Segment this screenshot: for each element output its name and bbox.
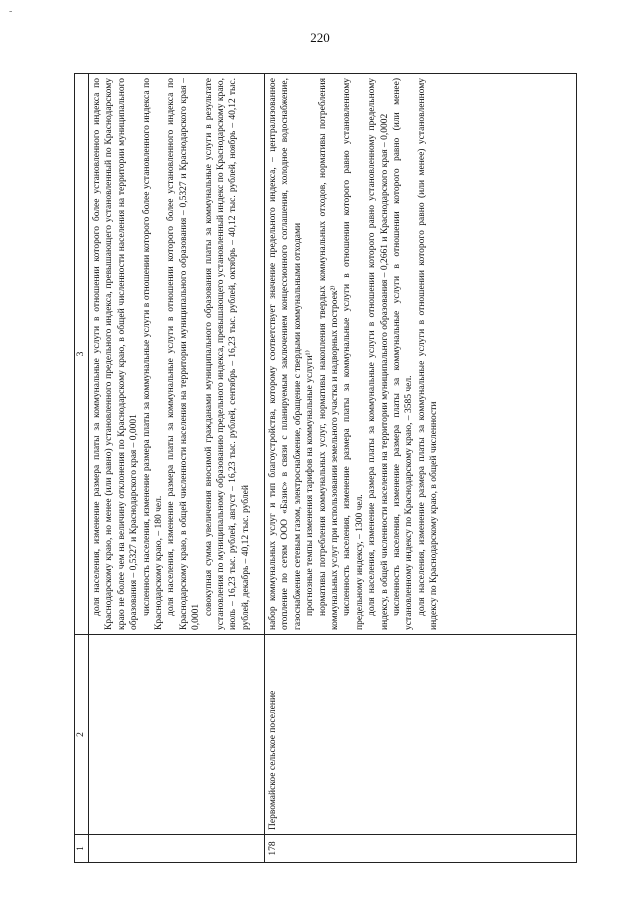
municipality-name: Первомайское сельское поселение [265,635,577,835]
data-table [74,73,577,863]
row-content [89,74,265,635]
paragraph: совокупная сумма увеличения вносимой гражданами муниципального образования платы за коммунальные услуги в результате установления по муниципальному образованию предельного индекса, превышающего установленный индекс по Краснодарскому краю, июль – 16,23 тыс. рублей, август – 16,23 тыс. рублей, сентябрь – 16,23 тыс. рублей, октябрь – 40,12 тыс. рублей, ноябрь – 40,12 тыс. рублей, декабрь – 40,12 тыс. рублей [203,78,251,630]
paragraph: нормативы потребления коммунальных услуг, нормативы накопления твердых коммунальных отходов, нормативы потребления коммунальных услуг при использовании земельного участка и надворных построек²⁾ [317,78,341,630]
paragraph: доля населения, изменение размера платы за коммунальные услуги в отношении которого более установленного индекса по Краснодарскому краю, но менее (или равно) установленного предельного индекса, превышающего установленный по Краснодарскому краю не более чем на величину отклонения по Краснодарскому краю, в общей численности населения на территории муниципального образования – 0,5327 и Краснодарского края – 0,0001 [92,78,140,630]
row-content [265,74,577,635]
paragraph: набор коммунальных услуг и тип благоустройства, которому соответствует значение предельного индекса, – централизованное отопление по сетям ООО «Базис» в связи с планируемым заключением концессионного соглашения, холодное водоснабжение, газоснабжение сетевым газом, электроснабжение, обращение с твердыми коммунальными отходами [268,78,303,630]
table-header-row [75,74,89,863]
paragraph: численность населения, изменение размера платы за коммунальные услуги в отношении которого более установленного индекса по Краснодарскому краю, – 180 чел. [141,78,165,630]
page-number: 220 [310,30,330,45]
paragraph: прогнозные темпы изменения тарифов на коммунальные услуги¹⁾ [305,350,316,616]
header-col-2: 2 [75,635,89,835]
table-row [89,74,265,863]
paragraph: доля населения, изменение размера платы за коммунальные услуги в отношении которого равно установленному предельному индексу, в общей численности населения на территории муниципального образования – 0,2661 и Краснодарского края – 0,0002 [367,78,390,630]
table-row [265,74,577,863]
header-col-1: 1 [75,835,89,863]
municipality-name [89,635,265,835]
paragraph: численность населения, изменение размера платы за коммунальные услуги в отношении которого равно установленному предельному индексу, – 1300 чел. [342,78,365,630]
paragraph: численность населения, изменение размера платы за коммунальные услуги в отношении которого равно (или менее) установленному индексу по Краснодарскому краю, – 3585 чел. [392,78,415,630]
header-col-3: 3 [75,74,89,635]
rotated-table-area [74,73,577,863]
corner-mark: - [9,6,13,17]
rotated-page-content [74,73,577,863]
paragraph: доля населения, изменение размера платы за коммунальные услуги в отношении которого равно (или менее) установленному индексу по Краснодарскому краю, в общей численности [416,78,440,630]
row-number [89,835,265,863]
paragraph: доля населения, изменение размера платы за коммунальные услуги в отношении которого более установленного индекса по Краснодарскому краю, в общей численности населения на территории муниципального образования – 0,5327 и Краснодарского края – 0,0001 [166,78,202,630]
row-number: 178 [265,835,577,863]
